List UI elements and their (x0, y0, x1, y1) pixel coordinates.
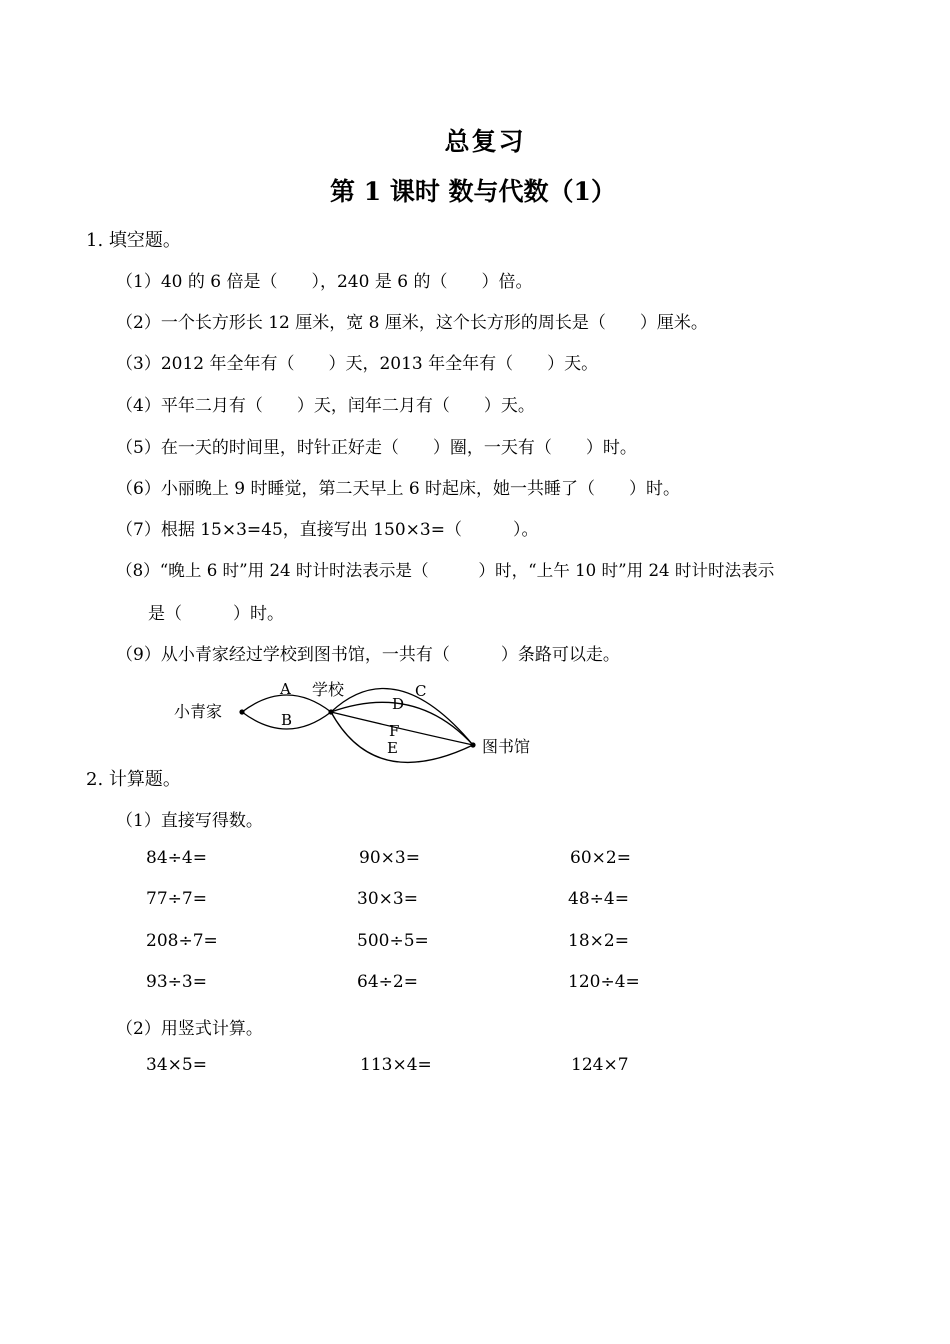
route-diagram (160, 672, 560, 772)
calc-problem: 500÷5= (357, 931, 429, 951)
school-point (328, 709, 333, 714)
route-e-path (331, 712, 473, 762)
section-heading-fill-blank: 1. 填空题。 (86, 230, 181, 251)
question-item: （3）2012 年全年有（ ）天，2013 年全年有（ ）天。 (116, 354, 599, 374)
section-heading-calculation: 2. 计算题。 (86, 769, 181, 790)
library-label: 图书馆 (482, 737, 531, 756)
calc-part-label: （2）用竖式计算。 (116, 1019, 263, 1039)
calc-problem: 77÷7= (146, 889, 207, 909)
question-item: （9）从小青家经过学校到图书馆，一共有（ ）条路可以走。 (116, 645, 620, 665)
route-label-b: B (281, 711, 293, 729)
question-item: （5）在一天的时间里，时针正好走（ ）圈，一天有（ ）时。 (116, 438, 637, 458)
question-item-continuation: 是（ ）时。 (148, 604, 284, 624)
question-item: （4）平年二月有（ ）天，闰年二月有（ ）天。 (116, 396, 535, 416)
question-item: （7）根据 15×3=45，直接写出 150×3=（ ）。 (116, 520, 539, 540)
page-title: 总复习 (444, 127, 526, 156)
vertical-calc-problem: 124×7 (571, 1055, 629, 1075)
calc-problem: 64÷2= (357, 972, 418, 992)
calc-problem: 60×2= (570, 848, 631, 868)
calc-problem: 93÷3= (146, 972, 207, 992)
home-label: 小青家 (174, 702, 223, 721)
calc-problem: 84÷4= (146, 848, 207, 868)
question-item: （1）40 的 6 倍是（ ），240 是 6 的（ ）倍。 (116, 272, 533, 292)
calc-problem: 208÷7= (146, 931, 218, 951)
route-label-a: A (280, 680, 291, 698)
question-item: （8）“晚上 6 时”用 24 时计时法表示是（ ）时，“上午 10 时”用 24 时计时法表示 (116, 561, 775, 580)
vertical-calc-problem: 113×4= (360, 1055, 432, 1075)
route-label-e: E (387, 739, 398, 757)
school-label: 学校 (312, 680, 345, 699)
home-point (239, 709, 244, 714)
calc-problem: 120÷4= (568, 972, 640, 992)
question-item: （6）小丽晚上 9 时睡觉，第二天早上 6 时起床，她一共睡了（ ）时。 (116, 479, 681, 499)
calc-problem: 30×3= (357, 889, 418, 909)
route-label-c: C (415, 682, 427, 700)
page-subtitle: 第 1 课时 数与代数（1） (330, 177, 616, 206)
library-point (470, 742, 475, 747)
vertical-calc-problem: 34×5= (146, 1055, 207, 1075)
calc-problem: 90×3= (359, 848, 420, 868)
question-item: （2）一个长方形长 12 厘米，宽 8 厘米，这个长方形的周长是（ ）厘米。 (116, 313, 708, 333)
calc-part-label: （1）直接写得数。 (116, 811, 263, 831)
route-label-f: F (389, 722, 400, 740)
calc-problem: 48÷4= (568, 889, 629, 909)
route-label-d: D (392, 695, 405, 713)
calc-problem: 18×2= (568, 931, 629, 951)
